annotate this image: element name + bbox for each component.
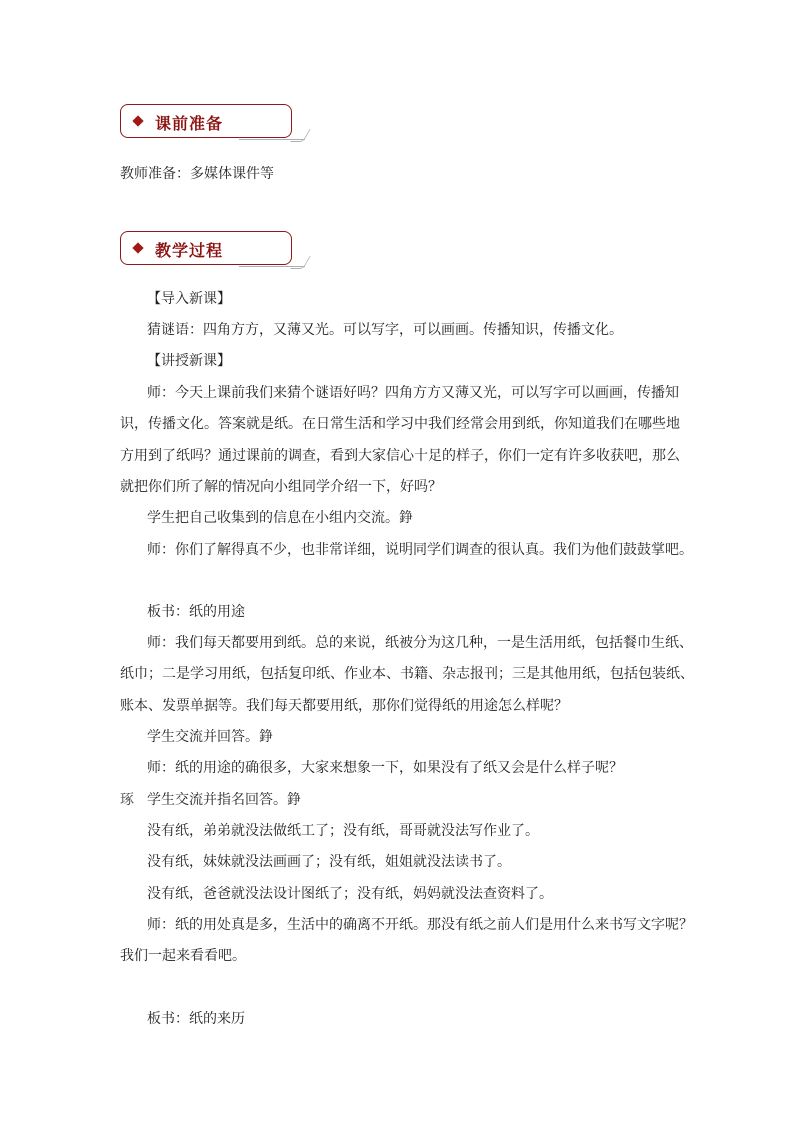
decorative-shadow: [239, 139, 305, 150]
paragraph-line: 我们一起来看看吧。: [120, 948, 246, 964]
paragraph-line: 师：今天上课前我们来猜个谜语好吗？四角方方又薄又光，可以写字可以画画，传播知: [147, 385, 679, 401]
stray-glyph: 錚: [287, 792, 301, 808]
diamond-bullet-icon: [132, 242, 143, 253]
line-text: 学生交流并回答。: [147, 729, 259, 745]
diamond-bullet-icon: [132, 115, 143, 126]
paragraph-line: 方用到了纸吗？通过课前的调查，看到大家信心十足的样子，你们一定有许多收获吧，那么: [120, 448, 680, 464]
paragraph-line: 师：纸的用处真是多，生活中的确离不开纸。那没有纸之前人们是用什么来书写文字呢？: [147, 917, 693, 933]
paragraph-line: [147, 790, 301, 810]
blackboard-note: 板书：纸的用途: [147, 604, 245, 620]
paragraph-line: 没有纸，弟弟就没法做纸工了；没有纸，哥哥就没法写作业了。: [147, 823, 539, 839]
paragraph-line: 识，传播文化。答案就是纸。在日常生活和学习中我们经常会用到纸，你知道我们在哪些地: [120, 416, 680, 432]
paragraph-line: 没有纸，妹妹就没法画画了；没有纸，姐姐就没法读书了。: [147, 854, 511, 870]
paragraph-line: 师：我们每天都要用到纸。总的来说，纸被分为这几种，一是生活用纸，包括餐巾生纸、: [147, 635, 693, 651]
paragraph-line: 就把你们所了解的情况向小组同学介绍一下，好吗？: [120, 479, 442, 495]
section-header-prep: [120, 104, 292, 138]
paragraph-line: 没有纸，爸爸就没法设计图纸了；没有纸，妈妈就没法查资料了。: [147, 886, 553, 902]
paragraph-line: 【讲授新课】: [147, 353, 231, 369]
paragraph-line: 账本、发票单据等。我们每天都要用纸，那你们觉得纸的用途怎么样呢？: [120, 698, 568, 714]
paragraph-line: 猜谜语：四角方方，又薄又光。可以写字，可以画画。传播知识，传播文化。: [147, 322, 623, 338]
paragraph-line: 师：纸的用途的确很多，大家来想象一下，如果没有了纸又会是什么样子呢？: [147, 760, 623, 776]
paragraph-line: 纸巾；二是学习用纸，包括复印纸、作业本、书籍、杂志报刊；三是其他用纸，包括包装纸、: [120, 666, 694, 682]
stray-glyph: 錚: [259, 729, 273, 745]
paragraph-line: [147, 727, 273, 747]
paragraph-line: [147, 508, 413, 528]
decorative-shadow: [239, 266, 305, 277]
section-title: 课前准备: [155, 114, 224, 133]
line-text: 学生把自己收集到的信息在小组内交流。: [147, 510, 399, 526]
section-header-process: [120, 231, 292, 265]
paragraph-line: 【导入新课】: [147, 291, 231, 307]
paragraph-line: 师：你们了解得真不少，也非常详细，说明同学们调查的很认真。我们为他们鼓鼓掌吧。: [147, 542, 693, 558]
blackboard-note: 板书：纸的来历: [147, 1011, 245, 1027]
prep-text: 教师准备：多媒体课件等: [120, 166, 274, 182]
section-title: 教学过程: [155, 241, 224, 260]
stray-glyph: 錚: [399, 510, 413, 526]
margin-glyph: 琢: [120, 792, 134, 808]
line-text: 学生交流并指名回答。: [147, 792, 287, 808]
